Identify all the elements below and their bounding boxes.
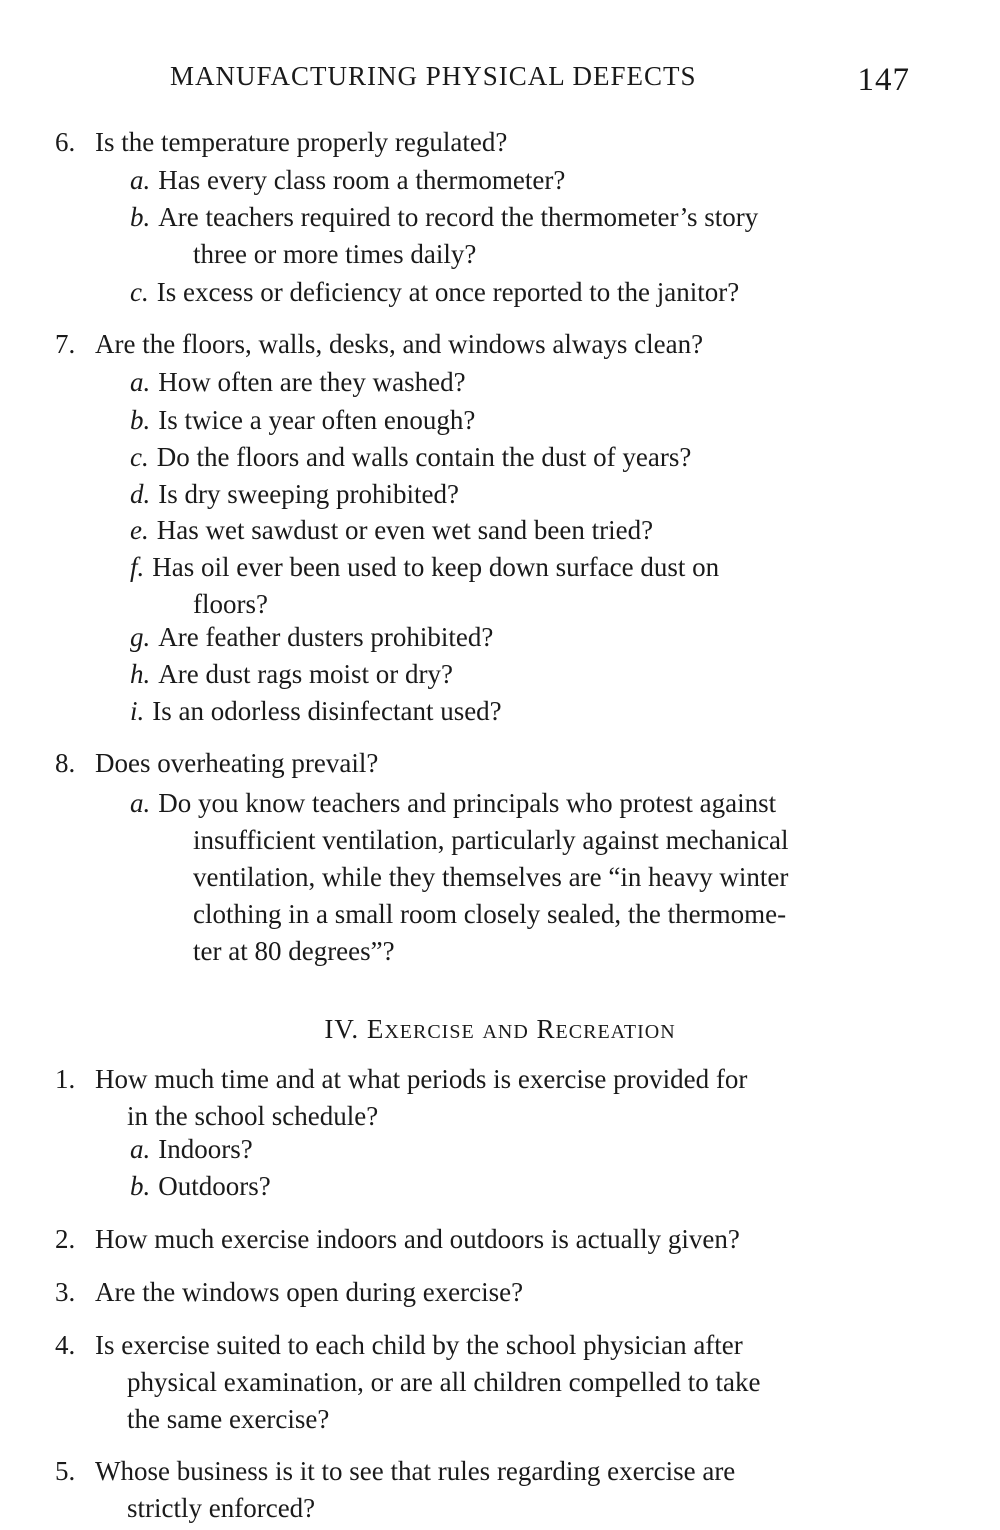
exercise-question-5 <box>55 1453 910 1527</box>
question-7f <box>130 549 910 623</box>
sub-text: Is excess or deficiency at once reported to the janitor? <box>156 277 740 307</box>
exercise-question-1b <box>130 1168 910 1205</box>
sub-letter: i. <box>130 696 145 726</box>
sub-text-line1: Do you know teachers and principals who protest against <box>158 788 777 818</box>
question-6a <box>130 162 910 199</box>
section-roman: IV. <box>324 1014 360 1044</box>
sub-letter: g. <box>130 622 151 652</box>
sub-letter: b. <box>130 1171 151 1201</box>
sub-text: Indoors? <box>158 1134 253 1164</box>
question-6 <box>55 124 910 161</box>
question-7b <box>130 402 910 439</box>
question-number: 7. <box>55 329 76 359</box>
question-6b <box>130 199 910 273</box>
section-heading <box>0 1011 1000 1051</box>
question-text-line3: the same exercise? <box>127 1404 330 1434</box>
sub-letter: d. <box>130 479 151 509</box>
sub-text: Is an odorless disinfectant used? <box>152 696 502 726</box>
question-7e <box>130 512 910 549</box>
question-number: 6. <box>55 127 76 157</box>
exercise-question-1a <box>130 1131 910 1168</box>
running-head-title: MANUFACTURING PHYSICAL DEFECTS <box>170 61 697 91</box>
question-text-line1: Whose business is it to see that rules regarding exercise are <box>95 1456 736 1486</box>
sub-text: Is twice a year often enough? <box>158 405 476 435</box>
section-word-recreation <box>537 1014 676 1044</box>
sub-letter: a. <box>130 788 151 818</box>
question-7i <box>130 693 910 730</box>
sub-text-line2: insufficient ventilation, particularly against mechanical <box>193 825 789 855</box>
question-7 <box>55 326 910 363</box>
question-7g <box>130 619 910 656</box>
sub-letter: a. <box>130 165 151 195</box>
exercise-question-2 <box>55 1221 910 1258</box>
sub-text: Has wet sawdust or even wet sand been tried? <box>156 515 654 545</box>
sub-letter: c. <box>130 277 149 307</box>
exercise-question-1 <box>55 1061 910 1135</box>
question-8a <box>130 785 910 970</box>
sub-letter: b. <box>130 405 151 435</box>
sub-text: Outdoors? <box>158 1171 271 1201</box>
sub-letter: a. <box>130 367 151 397</box>
sub-letter: e. <box>130 515 149 545</box>
question-text: Are the floors, walls, desks, and windows always clean? <box>95 329 704 359</box>
question-8 <box>55 745 910 782</box>
sub-letter: h. <box>130 659 151 689</box>
exercise-question-3 <box>55 1274 910 1311</box>
section-word-exercise <box>367 1014 475 1044</box>
sub-text: Are dust rags moist or dry? <box>158 659 453 689</box>
sub-text: Are feather dusters prohibited? <box>158 622 494 652</box>
sub-letter: a. <box>130 1134 151 1164</box>
sub-text-line5: ter at 80 degrees”? <box>193 936 395 966</box>
sub-text: Do the floors and walls contain the dust of years? <box>156 442 692 472</box>
page-number: 147 <box>857 62 910 98</box>
sub-letter: f. <box>130 552 145 582</box>
question-number: 4. <box>55 1330 76 1360</box>
question-7h <box>130 656 910 693</box>
question-number: 2. <box>55 1224 76 1254</box>
question-text-line1: How much time and at what periods is exercise provided for <box>95 1064 748 1094</box>
sub-text-line3: ventilation, while they themselves are “in heavy winter <box>193 862 789 892</box>
sub-letter: c. <box>130 442 149 472</box>
question-7a <box>130 364 910 401</box>
sub-text: Has every class room a thermometer? <box>158 165 566 195</box>
section-word-and: AND <box>482 1021 529 1043</box>
sub-text-line2: three or more times daily? <box>193 239 477 269</box>
sub-letter: b. <box>130 202 151 232</box>
sub-text-line1: Has oil ever been used to keep down surface dust on <box>152 552 720 582</box>
question-text-line2: physical examination, or are all children compelled to take <box>127 1367 761 1397</box>
sub-text-line2: floors? <box>193 589 268 619</box>
sub-text-line1: Are teachers required to record the thermometer’s story <box>158 202 759 232</box>
initial-letter: E <box>366 1014 385 1044</box>
question-text-line2: strictly enforced? <box>127 1493 316 1523</box>
question-number: 5. <box>55 1456 76 1486</box>
small-caps: ECREATION <box>555 1021 676 1043</box>
sub-text: Is dry sweeping prohibited? <box>158 479 459 509</box>
question-7c <box>130 439 910 476</box>
question-text: Does overheating prevail? <box>95 748 379 778</box>
question-6c <box>130 274 910 311</box>
question-text: How much exercise indoors and outdoors is actually given? <box>95 1224 740 1254</box>
question-text-line2: in the school schedule? <box>127 1101 379 1131</box>
question-7d <box>130 476 910 513</box>
question-number: 8. <box>55 748 76 778</box>
small-caps: XERCISE <box>384 1021 475 1043</box>
initial-letter: R <box>536 1014 556 1044</box>
sub-text: How often are they washed? <box>158 367 466 397</box>
sub-text-line4: clothing in a small room closely sealed, the thermome- <box>193 899 787 929</box>
question-text-line1: Is exercise suited to each child by the school physician after <box>95 1330 743 1360</box>
exercise-question-4 <box>55 1327 910 1438</box>
question-number: 1. <box>55 1064 76 1094</box>
question-text: Are the windows open during exercise? <box>95 1277 524 1307</box>
question-text: Is the temperature properly regulated? <box>95 127 508 157</box>
question-number: 3. <box>55 1277 76 1307</box>
